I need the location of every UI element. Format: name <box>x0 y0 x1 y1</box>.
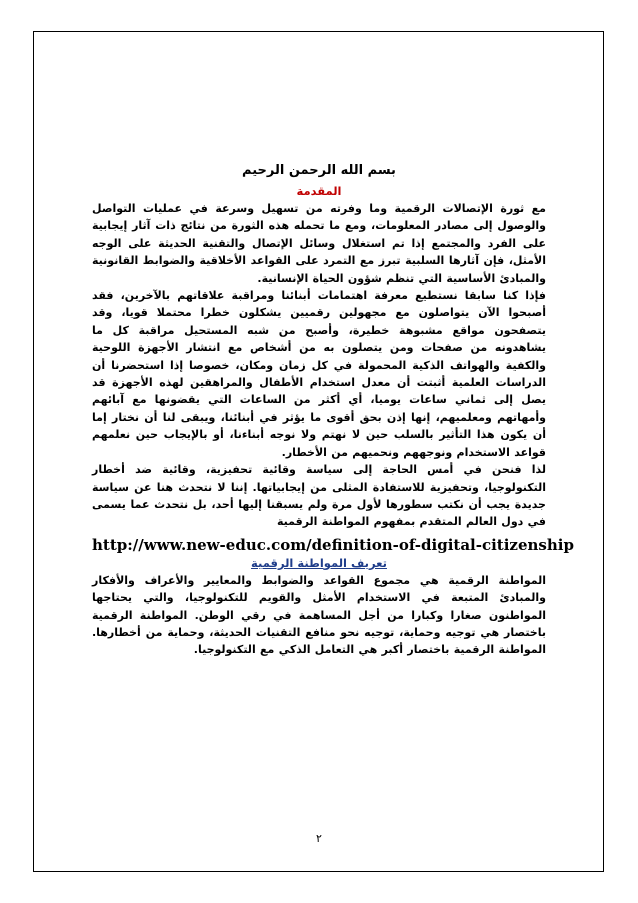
page-number: ٢ <box>316 832 322 845</box>
source-url-link[interactable]: http://www.new-educ.com/definition-of-digital-citizenship <box>92 535 574 554</box>
intro-paragraph-1: مع ثورة الإتصالات الرقمية وما وفرته من تسهيل وسرعة في عمليات التواصل والوصول إلى مصادر المعلومات، ومع ما تحمله هذه الثورة من نتائج ذات آثار إيجابية على الفرد والمجتمع إذا تم استغلال وسائل الإتصال والتقنية الحديثة على الوجه الأمثل، فإن آثارها السلبية تبرز مع التمرد على القواعد الأخلاقية والضوابط القانونية والمبادئ الأساسية التي تنظم شؤون الحياة الإنسانية. <box>92 202 546 285</box>
basmala: بسم الله الرحمن الرحيم <box>242 163 396 178</box>
definition-paragraph: المواطنة الرقمية هي مجموع القواعد والضوابط والمعايير والأعراف والأفكار والمبادئ المتبعة في الاستخدام الأمثل والقويم للتكنولوجيا، والتي يحتاجها المواطنون صغارا وكبارا من أجل المساهمة في رقي الوطن. المواطنة الرقمية باختصار هي توجيه وحماية، توجيه نحو منافع التقنيات الحديثة، وحماية من أخطارها. المواطنة الرقمية باختصار أكبر هي التعامل الذكي مع التكنولوجيا. <box>92 573 546 657</box>
intro-paragraph-2: فإذا كنا سابقا نستطيع معرفة اهتمامات أبنائنا ومراقبة علاقاتهم بالآخرين، فقد أصبحوا الآن يتواصلون مع مجهولين رقميين يشكلون خطرا محتملا قويا، وقد يتصفحون مواقع مشبوهة خطيرة، وأصبح من شبه المستحيل مراقبة كل ما يشاهدونه من صفحات ومن يتصلون به من أشخاص مع انتشار الأجهزة اللوحية والكفية والهواتف الذكية المحمولة في كل زمان ومكان، خصوصا إذا استحضرنا أن الدراسات العلمية أثبتت أن معدل استخدام الأطفال والمراهقين لهذه الأجهزة قد يصل إلى ثماني ساعات يوميا، أي أكثر من الساعات التي يقضونها مع آبائهم وأمهاتهم ومعلميهم، إنها إذن بحق أقوى ما يؤثر في أبنائنا، ويبقى لنا أن نختار إما أن يكون هذا التأثير بالسلب حين لا نهتم ولا نوجه أبناءنا، أو بالإيجاب حين نعلمهم قواعد الاستخدام ونوجههم ونحميهم من الأخطار. <box>92 289 546 459</box>
definition-heading: تعريف المواطنة الرقمية <box>251 555 387 570</box>
document-body <box>92 162 574 659</box>
intro-paragraph-3: لذا فنحن في أمس الحاجة إلى سياسة وقائية تحفيزية، وقائية ضد أخطار التكنولوجيا، وتحفيزية للاستفادة المثلى من إيجابياتها. إننا لا نتحدث هنا عن سياسة جديدة يجب أن نكتب سطورها لأول مرة ولم يسبقنا إليها أحد، بل نتحدث عما يسمى في دول العالم المتقدم بمفهوم المواطنة الرقمية <box>92 463 546 529</box>
intro-heading: المقدمة <box>296 184 342 198</box>
